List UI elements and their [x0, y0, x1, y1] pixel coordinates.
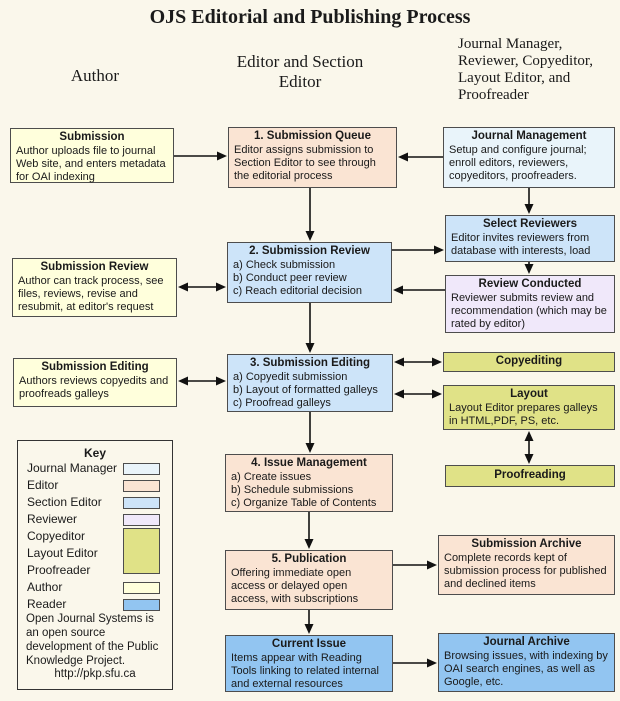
box-body-line: b) Conduct peer review — [233, 272, 347, 284]
column-header-author: Author — [70, 66, 120, 85]
box-title: 5. Publication — [271, 553, 347, 565]
box-proofreading — [445, 465, 615, 487]
box-body-line: b) Layout of formatted galleys — [233, 384, 378, 396]
box-title: Submission Review — [40, 261, 149, 273]
box-body: Author uploads file to journal Web site, and enters metadata for OAI indexing — [16, 145, 166, 183]
key-label-section-editor: Section Editor — [27, 495, 102, 509]
key-title: Key — [83, 446, 106, 460]
box-copyediting — [443, 352, 615, 372]
box-body: Authors reviews copyedits and proofreads galleys — [19, 375, 169, 400]
column-header-editor: Editor and Section Editor — [236, 52, 364, 91]
arrow-submission-review-to-select-reviewers — [392, 246, 444, 255]
box-title: Current Issue — [271, 638, 347, 650]
arrow-submission-to-queue — [174, 152, 227, 161]
arrow-issue-management-to-publication — [305, 512, 314, 549]
key-url: http://pkp.sfu.ca — [54, 668, 136, 680]
key-swatch-journal-manager — [123, 463, 160, 475]
page-title: OJS Editorial and Publishing Process — [149, 6, 471, 28]
key-swatch-copyeditor-layout-proofreader — [123, 528, 160, 574]
box-body: Layout Editor prepares galleys in HTML,PDF, PS, etc. — [449, 402, 598, 427]
box-title: 1. Submission Queue — [254, 130, 371, 142]
box-submission-archive — [438, 535, 615, 595]
box-body-line: a) Create issues — [231, 471, 312, 483]
key-label-proofreader: Proofreader — [27, 563, 91, 577]
arrow-journal-management-to-queue — [398, 153, 443, 162]
box-body-line: c) Organize Table of Contents — [231, 497, 377, 509]
box-submission-queue — [228, 127, 397, 188]
box-body: Editor assigns submission to Section Editor to see through the editorial process — [234, 144, 376, 182]
box-body-line: b) Schedule submissions — [231, 484, 354, 496]
arrow-submission-review-to-editing — [306, 303, 315, 353]
box-current-issue — [225, 635, 393, 692]
box-title: Journal Archive — [483, 636, 570, 648]
box-title: Proofreading — [494, 469, 566, 481]
key-label-reader: Reader — [27, 597, 67, 611]
key-label-journal-manager: Journal Manager — [27, 461, 118, 475]
box-title: Submission — [59, 131, 125, 143]
box-issue-management — [225, 454, 393, 512]
arrow-editing-layout-link — [394, 390, 442, 399]
box-body-line: a) Check submission — [233, 259, 336, 271]
box-body-line: c) Reach editorial decision — [233, 285, 363, 297]
key-label-reviewer: Reviewer — [27, 512, 78, 526]
arrow-editing-to-issue-management — [306, 412, 315, 453]
key-label-author: Author — [27, 580, 63, 594]
box-body: Editor invites reviewers from database with interests, load — [451, 232, 591, 257]
box-review-conducted — [445, 275, 615, 333]
arrow-review-conducted-to-submission-review — [393, 286, 445, 295]
arrow-layout-proofreading-link — [525, 431, 534, 464]
box-body: Offering immediate open access or delayed open access, with subscriptions — [231, 567, 359, 605]
column-header-roles: Journal Manager, Reviewer, Copyeditor, Layout Editor, and Proofreader — [458, 36, 594, 103]
key-swatch-reader — [123, 599, 160, 611]
box-submission-editing-author — [13, 358, 177, 407]
arrow-queue-to-submission-review — [306, 188, 315, 241]
box-body: Items appear with Reading Tools linking to related internal and external resources — [231, 652, 379, 690]
box-body-line: a) Copyedit submission — [233, 371, 348, 383]
box-title: 4. Issue Management — [251, 457, 367, 469]
box-body: Reviewer submits review and recommendation (which may be rated by editor) — [451, 292, 607, 330]
box-body: Author can track process, see files, reviews, revise and resubmit, at editor's request — [18, 275, 164, 313]
key-swatch-reviewer — [123, 514, 160, 526]
box-title: Select Reviewers — [483, 218, 577, 230]
box-title: Layout — [510, 388, 548, 400]
arrow-author-editing-link — [178, 377, 226, 386]
box-title: Submission Editing — [41, 361, 149, 373]
key-swatch-author — [123, 582, 160, 594]
arrow-publication-to-current-issue — [305, 610, 314, 634]
key-swatch-editor — [123, 480, 160, 492]
box-publication — [225, 550, 393, 610]
box-title: 3. Submission Editing — [249, 357, 371, 369]
box-journal-archive — [438, 633, 615, 692]
key-note: Open Journal Systems is an open source development of the Public Knowledge Project. — [26, 613, 159, 667]
box-title: Submission Archive — [471, 538, 582, 550]
box-submission-review — [227, 242, 392, 303]
arrow-author-review-link — [178, 283, 226, 292]
box-layout — [443, 385, 615, 430]
key-label-copyeditor: Copyeditor — [27, 529, 86, 543]
arrow-editing-copyediting-link — [394, 358, 442, 367]
box-select-reviewers — [445, 215, 615, 262]
box-submission — [10, 128, 174, 183]
box-title: Copyediting — [495, 355, 563, 367]
box-submission-review-author — [12, 258, 177, 317]
box-body-line: c) Proofread galleys — [233, 397, 331, 409]
arrow-current-issue-to-journal-archive — [393, 659, 437, 668]
box-title: 2. Submission Review — [249, 245, 370, 257]
key-label-layout-editor: Layout Editor — [27, 546, 98, 560]
box-title: Review Conducted — [478, 278, 582, 290]
arrow-jm-to-select-reviewers — [525, 188, 534, 214]
arrow-select-reviewers-to-review-conducted — [525, 262, 534, 274]
box-submission-editing — [227, 354, 393, 412]
box-title: Journal Management — [471, 130, 587, 142]
box-body: Setup and configure journal; enroll editors, reviewers, copyeditors, proofreaders. — [449, 144, 587, 182]
key-swatch-section-editor — [123, 497, 160, 509]
arrow-publication-to-submission-archive — [393, 561, 437, 570]
box-journal-management — [443, 127, 615, 188]
box-body: Complete records kept of submission process for published and declined items — [444, 552, 607, 590]
box-body: Browsing issues, with indexing by OAI search engines, as well as Google, etc. — [444, 650, 608, 688]
key-label-editor: Editor — [27, 478, 59, 492]
